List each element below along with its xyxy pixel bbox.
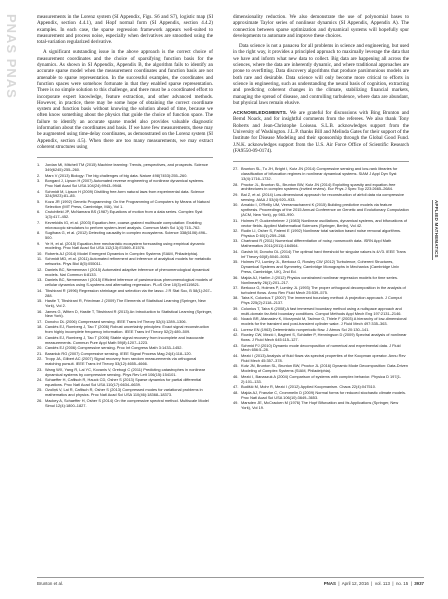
reference-item [233,276,409,286]
reference-number: 35. [233,259,239,265]
reference-item [233,344,409,354]
footer-citation: PNAS | April 12, 2016 | vol. 113 | no. 15 | 3937 [323,581,424,586]
reference-item [37,368,213,378]
left-column [37,14,213,409]
reference-text: Chartrand R (2011) Numerical differentiation of noisy, nonsmooth data. ISRN Appl Math Mathematics 2011(2011):164564. [241,238,392,249]
reference-number: 19. [37,334,43,340]
reference-item [37,357,213,367]
body-paragraph: Data science is not a panacea for all problems in science and engineering, but used in the right way, it provides a principled approach to maximally leverage the data that we have and inform what new data to collect. Big data are happening all across the sciences, where the data are inherently dynamic, and where traditional approaches are prone to overfitting. Data discovery algorithms that produce parsimonious models are both rare and desirable. Data science will only become more critical to efforts in science in engineering, such as understanding the neural basis of cognition, extracting and predicting coherent changes in the climate, stabilizing financial markets, managing the spread of disease, and controlling turbulence, where data are abundant, but physical laws remain elusive. [233,43,409,106]
reference-number: 15. [37,298,43,304]
reference-number: 5. [37,198,41,204]
reference-text: Mezić I, Banaszuk A (2004) Comparison of systems with complex behavior. Physica D 197(1-2):101–133. [241,373,402,384]
reference-number: 9. [37,240,41,246]
reference-text: Ye H, et al. (2015) Equation-free mechanistic ecosystem forecasting using empirical dynamic modeling. Proc Natl Acad Sci USA 112(13):E1569–E1576. [45,240,205,251]
reference-number: 8. [37,230,41,236]
reference-item [37,231,213,241]
journal-mark-text: PNAS PNAS [4,14,19,99]
reference-text: Berkooz G, Holmes P, Lumley JL (1993) The proper orthogonal decomposition in the analysis of turbulent flows. Annu Rev Fluid Mech 25:539–575. [241,285,406,295]
reference-number: 24. [37,377,43,383]
reference-text: Gavish M, Donoho DL (2014) The optimal hard threshold for singular values is 4/√3. IEEE Trans Inf Theory 60(8):5040–5053. [241,248,406,259]
reference-number: 41. [233,326,239,332]
reference-text: Wang WX, Yang R, Lai YC, Kovanis V, Grebogi C (2011) Predicting catastrophes in nonlinear dynamical systems by compressive sensing. Phys Rev Lett 106(15):154101. [45,366,206,377]
journal-side-mark [4,14,19,99]
acknowledgments-text: We are grateful for discussions with Bing Brunton and Bernd Noack, and for insightful comments from the referees. We also thank Tony Roberts and Jean-Christophe Loiseau. S.L.B. acknowledges support from the University of Washington. J.L.P. thanks Bill and Melinda Gates for their support of the Institute for Disease Modeling and their sponsorship through the Global Good Fund. J.N.K. acknowledges support from the U.S. Air Force Office of Scientific Research (FA9550-09-0174). [233,110,409,154]
reference-text: Proctor JL, Brunton SL, Brunton BW, Kutz JN (2014) Exploiting sparsity and equation-free architectures in complex systems (invited review). Eur Phys J Spec Top 223:2665–2684. [241,181,396,192]
reference-item [233,354,409,364]
reference-number: 23. [37,366,43,372]
reference-item [233,219,409,229]
reference-text: Bai Z, et al. (2014) Low-dimensional approach for reconstruction of airfoil data via compressive sensing. AIAA J 53(4):920–933. [241,191,405,202]
reference-number: 25. [37,387,43,393]
reference-text: Marsden JE, McCracken M (1976) The Hopf Bifurcation and Its Applications (Springer, New York), Vol 19. [241,400,399,410]
reference-number: 34. [233,248,239,254]
reference-number: 21. [37,350,43,356]
reference-item [37,210,213,220]
reference-text: Noack BR, Afanasiev K, Morzynski M, Tadmor G, Thiele F (2003) A hierarchy of low-dimensional models for the transient and post-transient cylinder wake. J Fluid Mech 497:335–363. [241,316,407,327]
reference-text: Daniels BC, Nemenman I (2015) Automated adaptive inference of phenomenological dynamical models. Nat Commun 6:8133. [45,266,210,277]
reference-number: 27. [233,166,239,172]
reference-number: 7. [37,219,41,225]
reference-item [233,307,409,317]
reference-text: Roberts AJ (2014) Model Emergent Dynamics in Complex Systems (SIAM, Philadelphia). [45,250,199,256]
reference-text: Candès EJ, Romberg J, Tao T (2006) Stable signal recovery from incomplete and inaccurate measurements. Commun Pure Appl Math 59(8):1207–1223. [45,334,204,345]
reference-item [233,286,409,296]
reference-list-right [233,167,409,411]
reference-number: 11. [37,256,43,262]
reference-number: 17. [37,318,43,324]
reference-item [37,399,213,409]
reference-text: Colonius T, Taira K (2008) A fast immersed boundary method using a nullspace approach and multi-domain far-field boundary conditions. Comput Methods Appl Mech Eng 197:2131–2146. [241,305,402,316]
reference-divider [37,157,213,158]
acknowledgments-heading: ACKNOWLEDGMENTS. [233,110,288,116]
reference-number: 4. [37,188,41,194]
reference-text: Tropp JA, Gilbert AC (2007) Signal recovery from random measurements via orthogonal matching pursuit. IEEE Trans Inf Theory 53(12):4655–4666. [45,356,197,367]
footer-authors: Brunton et al. [37,581,64,586]
reference-number: 10. [37,250,43,256]
reference-number: 20. [37,345,43,351]
reference-item [233,296,409,306]
reference-item [37,336,213,346]
reference-item [233,260,409,275]
reference-number: 13. [37,277,43,283]
reference-text: Rudin LI, Osher S, Fatemi E (1992) Nonlinear total variation based noise removal algorithms. Physica D 60(1):259–268. [241,228,402,238]
reference-text: Sugihara G, et al. (2012) Detecting causality in complex ecosystems. Science 338(6106):496–500. [45,230,208,241]
reference-item [233,203,409,218]
reference-text: Koza JR (1992) Genetic Programming: On the Programming of Computers by Means of Natural Selection (MIT Press, Cambridge, MA), Vol 1. [45,198,210,209]
reference-number: 31. [233,217,239,223]
reference-text: Jordan MI, Mitchell TM (2015) Machine learning: Trends, perspectives, and prospects. Science 349(6245):255–260. [45,162,208,173]
reference-text: Tibshirani R (1996) Regression shrinkage and selection via the lasso. J R Stat Soc, B 58(1):267–288. [45,287,212,298]
reference-text: Holmes PJ, Lumley JL, Berkooz G, Rowley CW (2012) Turbulence, Coherent Structures, Dynamical Systems and Symmetry, Cambridge Monographs in Mechanics (Cambridge Univ Press, Cambridge, UK), 2nd Ed. [241,259,399,275]
reference-item [37,325,213,335]
reference-text: Majda AJ, Franzke C, Crommelin D (2009) Normal forms for reduced stochastic climate models. Proc Natl Acad Sci USA 106(10):3649–3653. [241,389,406,400]
reference-text: Marx V (2013) Biology: The big challenges of big data. Nature 498(7453):255–260. [45,172,188,178]
reference-item [37,289,213,299]
reference-number: 47. [233,384,239,390]
reference-number: 37. [233,285,239,291]
reference-item [37,242,213,252]
section-side-label [434,200,444,260]
reference-item [37,268,213,278]
reference-number: 48. [233,389,239,395]
reference-item [37,388,213,398]
body-paragraph: dimensionality reduction. We also demonstrate the use of polynomial bases to approximate Taylor series of nonlinear dynamics (SI Appendix, Appendix A). The connection between sparse optimization and dynamical systems will hopefully spur developments to automate and improve these choices. [233,14,409,39]
reference-text: Kevrekidis IG, et al. (2003) Equation-free, coarse-grained multiscale computation: Enabling microscopic simulators to perform system-level analysis. Commun Math Sci 1(4):715–762. [45,219,202,230]
reference-item [233,317,409,327]
reference-text: Budišić M, Mohr R, Mezić I (2012) Applied Koopmanism. Chaos 22(4):047510. [241,384,376,390]
reference-text: Schmidt MD, et al. (2011) Automated refinement and inference of analytical models for metabolic networks. Phys Biol 8(5):055011. [45,256,212,267]
reference-number: 14. [37,287,43,293]
reference-text: Bongard J, Lipson H (2007) Automated reverse engineering of nonlinear dynamical systems. Proc Natl Acad Sci USA 104(24):9943–9948. [45,178,205,189]
right-body [233,14,409,154]
reference-divider [233,161,409,162]
footer-issue: no. 15 [395,581,409,586]
reference-text: Donoho DL (2006) Compressed sensing. IEEE Trans Inf Theory 52(4):1289–1306. [45,318,187,324]
reference-item [233,333,409,343]
reference-item [233,401,409,411]
reference-text: Mezić I (2013) Analysis of fluid flows via spectral properties of the Koopman operator. Annu Rev Fluid Mech 45:357–378. [241,352,406,363]
reference-text: Schmidt M, Lipson H (2009) Distilling free-form natural laws from experimental data. Science 324(5923):81–85. [45,188,205,199]
reference-number: 16. [37,308,43,314]
reference-item [233,239,409,249]
reference-number: 32. [233,228,239,234]
reference-number: 22. [37,356,43,362]
reference-list-left [37,163,213,408]
reference-number: 29. [233,191,239,197]
reference-item [37,179,213,189]
reference-text: Schmid PJ (2010) Dynamic mode decomposition of numerical and experimental data. J Fluid Mech 656:5–28. [241,342,401,353]
reference-text: Crutchfield JP, McNamara BS (1987) Equations of motion from a data series. Complex Syst 1(3):417–452. [45,209,203,220]
reference-item [37,190,213,200]
reference-text: Schaeffer H, Caflisch R, Hauck CD, Osher S (2013) Sparse dynamics for partial differential equations. Proc Natl Acad Sci USA 110(17):6634–6639. [45,377,202,387]
reference-item [233,193,409,203]
reference-number: 12. [37,266,43,272]
reference-number: 33. [233,238,239,244]
reference-text: Ozoliņš V, Lai R, Caflisch R, Osher S (2013) Compressed modes for variational problems in mathematics and physics. Proc Natl Acad Sci USA 110(46):18368–18373. [45,387,203,398]
reference-number: 46. [233,373,239,379]
reference-item [37,299,213,309]
reference-number: 45. [233,363,239,369]
reference-text: Brunton SL, Tu JH, Bright I, Kutz JN (2014) Compressive sensing and low-rank libraries for classification of bifurcation regimes in nonlinear dynamical systems. SIAM J Appl Dyn Syst 13(4):1716–1732. [241,166,398,182]
reference-text: Hastie T, Tibshirani R, Friedman J (2009) The Elements of Statistical Learning (Springer, New York), Vol 2. [45,298,206,309]
body-paragraph: A significant outstanding issue in the above approach is the correct choice of measurement coordinates and the choice of sparsifying function basis for the dynamics. As shown in SI Appendix, Appendix B, the algorithm fails to identify an accurate sparse model when the measurement coordinates and function basis are not amenable to sparse representation. In the successful examples, the coordinates and function spaces were somehow fortunate in that they enabled sparse representation. There is no simple solution to this challenge, and there must be a coordinated effort to incorporate expert knowledge, feature extraction, and other advanced methods. However, in practice, there may be some hope of obtaining the correct coordinate system and function basis without knowing the solution ahead of time, because we often know something about the physics that guide the choice of function space. The failure to identify an accurate sparse model also provides valuable diagnostic information about the coordinates and basis. If we have few measurements, these may be augmented using time-delay coordinates, as demonstrated on the Lorenz system (SI Appendix, section 4.5). When there are too many measurements, we may extract coherent structures using [37,49,213,150]
reference-number: 43. [233,342,239,348]
reference-item [233,375,409,385]
reference-number: 44. [233,352,239,358]
footer-volume: vol. 113 [374,581,390,586]
reference-number: 39. [233,305,239,311]
reference-text: Arnaldo I, O'Reilly UM, Veeramachaneni K (2015) Building predictive models via feature synthesis. Proceedings of the 2015 Annual Conference on Genetic and Evolutionary Computation (ACM, New York), pp 983–990. [241,202,409,218]
reference-item [37,163,213,173]
reference-number: 38. [233,295,239,301]
reference-text: Taira K, Colonius T (2007) The immersed boundary method: A projection approach. J Comput Phys 225(2):2118–2137. [241,295,402,306]
page-footer [37,577,424,586]
reference-number: 6. [37,209,41,215]
reference-text: James G, Witten D, Hastie T, Tibshirani R (2013) An Introduction to Statistical Learning (Springer, New York). [45,308,213,319]
left-body [37,14,213,150]
reference-number: 42. [233,332,239,338]
reference-number: 40. [233,316,239,322]
reference-item [233,167,409,182]
footer-date: April 12, 2016 [341,581,369,586]
reference-item [37,278,213,288]
reference-item [37,200,213,210]
reference-item [233,183,409,193]
reference-text: Mackey A, Schaeffer H, Osher S (2014) On the compressive spectral method. Multiscale Model Simul 12(4):1800–1827. [45,397,209,408]
right-column [233,14,409,411]
footer-page: 3937 [414,581,424,586]
reference-text: Daniels BC, Nemenman I (2015) Efficient inference of parsimonious phenomenological models of cellular dynamics using S-systems and alternating regression. PLoS One 10(3):e0119821. [45,277,213,288]
reference-number: 28. [233,181,239,187]
reference-text: Candès EJ, Romberg J, Tao T (2006) Robust uncertainty principles: Exact signal reconstruction from highly incomplete frequency information. IEEE Trans Inf Theory 52(2):489–509. [45,324,209,335]
reference-number: 3. [37,178,41,184]
reference-number: 18. [37,324,43,330]
reference-item [37,310,213,320]
footer-journal: PNAS [323,581,336,586]
reference-text: Candès EJ (2006) Compressive sensing. Proc Int Congress Math 3:1433–1452. [45,345,183,351]
reference-item [37,378,213,388]
reference-text: Holmes P, Guckenheimer J (1983) Nonlinear oscillations, dynamical systems, and bifurcations of vector fields. Applied Mathematical Sciences (Springer, Berlin), Vol 42. [241,217,408,228]
reference-number: 26. [37,397,43,403]
reference-number: 2. [37,172,41,178]
reference-item [233,391,409,401]
reference-item [37,221,213,231]
reference-number: 1. [37,162,41,168]
reference-text: Majda AJ, Harlim J (2012) Physics constrained nonlinear regression models for time series. Nonlinearity 26(1):201–217. [241,274,398,285]
reference-item [37,257,213,267]
body-paragraph: measurements in the Lorenz system (SI Appendix, Figs. S6 and S7), logistic map (SI Appendix, section 4.4.1), and Hopf normal form (SI Appendix, section 4.4.2) examples. In each case, the sparse regression framework appears well-suited to measurement and process noise, especially when derivatives are smoothed using the total-variation regularized derivative. [37,14,213,46]
reference-text: Baraniuk RG (2007) Compressive sensing. IEEE Signal Process Mag 24(4):118–120. [45,350,192,356]
reference-number: 30. [233,202,239,208]
reference-item [233,229,409,239]
reference-item [233,364,409,374]
reference-number: 49. [233,400,239,406]
reference-number: 36. [233,274,239,280]
reference-item [233,250,409,260]
reference-text: Rowley CW, Mezić I, Bagheri S, Schlatter P, Henningson D (2009) Spectral analysis of nonlinear flows. J Fluid Mech 645:115–127. [241,332,407,343]
reference-text: Lorenz EN (1963) Deterministic nonperiodic flow. J Atmos Sci 20:130–141. [241,326,370,332]
section-side-text: APPLIED MATHEMATICS [434,200,439,258]
section-side-bar [432,200,433,260]
acknowledgments [233,110,409,154]
reference-text: Kutz JN, Brunton SL, Brunton BW, Proctor JL (2016) Dynamic Mode Decomposition: Data-Driven Modeling of Complex Systems (SIAM, Philadelphia). [241,363,409,374]
